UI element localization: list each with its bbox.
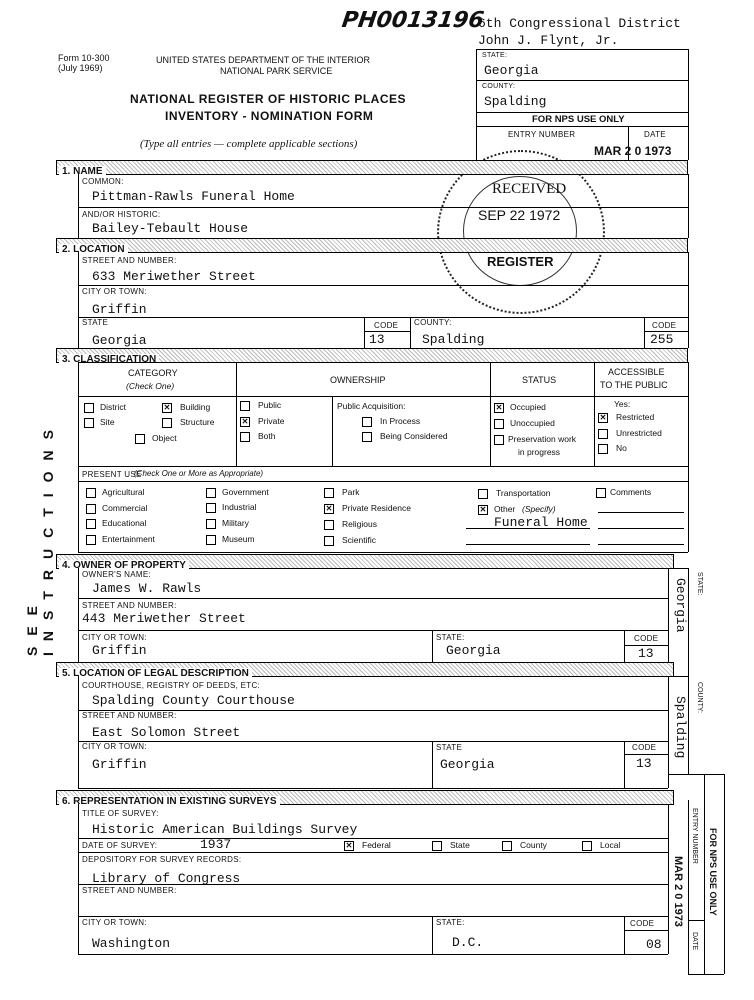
- transportation-option: Transportation: [496, 488, 551, 498]
- location-county-label: COUNTY:: [414, 318, 452, 327]
- other-use-value: Funeral Home: [494, 515, 588, 530]
- location-state-value: Georgia: [92, 333, 147, 348]
- museum-checkbox[interactable]: [206, 535, 216, 545]
- survey-state-label: STATE:: [436, 918, 465, 927]
- stamped-date: MAR 2 0 1973: [594, 144, 672, 158]
- handwritten-id: PH0013196: [340, 8, 486, 33]
- religious-option: Religious: [342, 519, 377, 529]
- private-residence-checkbox[interactable]: ✕: [325, 504, 333, 513]
- survey-state-value: D.C.: [452, 935, 484, 950]
- margin-county-value: Spalding: [673, 696, 688, 759]
- margin-county-label: COUNTY:: [696, 682, 703, 714]
- form-date: (July 1969): [58, 63, 103, 73]
- service-name: NATIONAL PARK SERVICE: [220, 66, 333, 76]
- state-survey-option: State: [450, 840, 470, 850]
- unrestricted-option: Unrestricted: [616, 428, 662, 438]
- no-checkbox[interactable]: [598, 444, 608, 454]
- industrial-checkbox[interactable]: [206, 503, 216, 513]
- state-box-state-label: STATE:: [482, 52, 508, 59]
- district-checkbox[interactable]: [84, 403, 94, 413]
- location-city-label: CITY OR TOWN:: [82, 287, 147, 296]
- depository-value: Library of Congress: [92, 871, 241, 886]
- courthouse-value: Spalding County Courthouse: [92, 693, 295, 708]
- category-header: CATEGORY: [128, 368, 178, 378]
- owner-street-label: STREET AND NUMBER:: [82, 601, 177, 610]
- both-checkbox[interactable]: [240, 432, 250, 442]
- representative: John J. Flynt, Jr.: [478, 33, 619, 48]
- structure-checkbox[interactable]: [162, 418, 172, 428]
- owner-name-label: OWNER'S NAME:: [82, 570, 151, 579]
- survey-code-value: 08: [646, 937, 662, 952]
- see-instructions-side-text: SEE INSTRUCTIONS: [24, 419, 56, 656]
- congressional-district: 6th Congressional District: [478, 16, 681, 31]
- instructions-note: (Type all entries — complete applicable sections): [140, 138, 358, 150]
- building-option: Building: [180, 402, 211, 412]
- state-survey-checkbox[interactable]: [432, 841, 442, 851]
- unrestricted-checkbox[interactable]: [598, 429, 608, 439]
- government-option: Government: [222, 487, 269, 497]
- preservation-checkbox[interactable]: [494, 435, 504, 445]
- educational-option: Educational: [102, 518, 147, 528]
- museum-option: Museum: [222, 534, 255, 544]
- location-county-value: Spalding: [422, 332, 485, 347]
- form-title-line2: INVENTORY - NOMINATION FORM: [165, 109, 374, 123]
- department-name: UNITED STATES DEPARTMENT OF THE INTERIOR: [156, 55, 371, 65]
- ownership-header: OWNERSHIP: [330, 375, 386, 385]
- occupied-checkbox[interactable]: ✕: [495, 403, 503, 412]
- legal-code-label: CODE: [632, 743, 657, 752]
- depository-label: DEPOSITORY FOR SURVEY RECORDS:: [82, 855, 242, 864]
- local-survey-checkbox[interactable]: [582, 841, 592, 851]
- section-6-header: 6. REPRESENTATION IN EXISTING SURVEYS: [56, 790, 674, 805]
- yes-label: Yes:: [614, 399, 631, 409]
- location-state-code-label: CODE: [374, 321, 399, 330]
- park-checkbox[interactable]: [324, 488, 334, 498]
- nps-use-only-label: FOR NPS USE ONLY: [532, 114, 625, 125]
- form-title-line1: NATIONAL REGISTER OF HISTORIC PLACES: [130, 92, 407, 106]
- survey-city-value: Washington: [92, 936, 171, 951]
- local-survey-option: Local: [600, 840, 621, 850]
- date-label: DATE: [644, 130, 666, 139]
- unoccupied-checkbox[interactable]: [494, 419, 504, 429]
- agricultural-checkbox[interactable]: [86, 488, 96, 498]
- military-option: Military: [222, 518, 249, 528]
- unoccupied-option: Unoccupied: [510, 418, 555, 428]
- legal-city-value: Griffin: [92, 757, 147, 772]
- no-option: No: [616, 443, 627, 453]
- legal-state-value: Georgia: [440, 757, 495, 772]
- location-state-label: STATE: [82, 318, 109, 327]
- common-name-value: Pittman-Rawls Funeral Home: [92, 189, 295, 204]
- government-checkbox[interactable]: [206, 488, 216, 498]
- margin-state-label: STATE:: [696, 572, 703, 596]
- form-number: Form 10-300: [58, 53, 110, 63]
- federal-option: Federal: [362, 840, 391, 850]
- historic-name-label: AND/OR HISTORIC:: [82, 210, 161, 219]
- location-county-code: 255: [650, 332, 674, 347]
- survey-title-value: Historic American Buildings Survey: [92, 822, 358, 837]
- state-box-county-label: COUNTY:: [482, 83, 516, 90]
- other-option: Other: [494, 504, 516, 514]
- private-checkbox[interactable]: ✕: [241, 417, 249, 426]
- legal-state-label: STATE: [436, 743, 463, 752]
- location-county-code-label: CODE: [652, 321, 677, 330]
- owner-name-value: James W. Rawls: [92, 581, 202, 596]
- state-box-state-value: Georgia: [484, 63, 539, 78]
- commercial-option: Commercial: [102, 503, 148, 513]
- stamp-received: RECEIVED: [492, 181, 567, 197]
- restricted-checkbox[interactable]: ✕: [599, 413, 607, 422]
- transportation-checkbox[interactable]: [478, 489, 488, 499]
- location-street-value: 633 Meriwether Street: [92, 269, 256, 284]
- courthouse-label: COURTHOUSE, REGISTRY OF DEEDS, ETC:: [82, 681, 261, 690]
- site-checkbox[interactable]: [84, 418, 94, 428]
- public-acquisition-label: Public Acquisition:: [337, 401, 406, 411]
- accessible-header: ACCESSIBLE: [608, 367, 665, 377]
- check-one-note: (Check One): [126, 381, 175, 391]
- restricted-option: Restricted: [616, 412, 655, 422]
- preservation-option: Preservation work: [508, 434, 577, 444]
- survey-date-label: DATE OF SURVEY:: [82, 841, 158, 850]
- legal-street-label: STREET AND NUMBER:: [82, 711, 177, 720]
- survey-date-value: 1937: [200, 837, 232, 852]
- agricultural-option: Agricultural: [102, 487, 145, 497]
- legal-code-value: 13: [636, 756, 652, 771]
- owner-street-value: 443 Meriwether Street: [82, 611, 246, 626]
- stamp-org2: REGISTER: [487, 254, 554, 269]
- margin-date-label: DATE: [691, 932, 698, 951]
- federal-checkbox[interactable]: ✕: [345, 841, 353, 850]
- county-survey-option: County: [520, 840, 547, 850]
- common-name-label: COMMON:: [82, 177, 124, 186]
- both-option: Both: [258, 431, 276, 441]
- owner-code-label: CODE: [634, 634, 659, 643]
- in-process-option: In Process: [380, 416, 421, 426]
- section-4-header: 4. OWNER OF PROPERTY: [56, 554, 674, 569]
- present-use-hint: (Check One or More as Appropriate): [134, 469, 264, 478]
- survey-code-label: CODE: [630, 919, 655, 928]
- structure-option: Structure: [180, 417, 215, 427]
- public-checkbox[interactable]: [240, 401, 250, 411]
- owner-code-value: 13: [638, 646, 654, 661]
- stamp-date: SEP 22 1972: [478, 207, 561, 223]
- religious-checkbox[interactable]: [324, 520, 334, 530]
- public-option: Public: [258, 400, 282, 410]
- comments-checkbox[interactable]: [596, 488, 606, 498]
- location-city-value: Griffin: [92, 302, 147, 317]
- location-state-code: 13: [369, 332, 385, 347]
- building-checkbox[interactable]: ✕: [163, 403, 171, 412]
- section-1-header: 1. NAME: [56, 160, 688, 175]
- object-checkbox[interactable]: [135, 434, 145, 444]
- private-option: Private: [258, 416, 285, 426]
- specify-hint: (Specify): [522, 504, 556, 514]
- private-residence-option: Private Residence: [342, 503, 411, 513]
- county-survey-checkbox[interactable]: [502, 841, 512, 851]
- in-progress-option: in progress: [518, 447, 561, 457]
- section-2-header: 2. LOCATION: [56, 238, 688, 253]
- educational-checkbox[interactable]: [86, 519, 96, 529]
- survey-title-label: TITLE OF SURVEY:: [82, 809, 159, 818]
- status-header: STATUS: [522, 375, 557, 385]
- location-street-label: STREET AND NUMBER:: [82, 256, 177, 265]
- occupied-option: Occupied: [510, 402, 546, 412]
- scientific-checkbox[interactable]: [324, 536, 334, 546]
- entertainment-checkbox[interactable]: [86, 535, 96, 545]
- to-public-header: TO THE PUBLIC: [600, 380, 668, 390]
- legal-street-value: East Solomon Street: [92, 725, 241, 740]
- margin-state-value: Georgia: [673, 578, 688, 633]
- scientific-option: Scientific: [342, 535, 377, 545]
- owner-city-label: CITY OR TOWN:: [82, 633, 147, 642]
- entry-number-label: ENTRY NUMBER: [508, 130, 576, 139]
- margin-entry-label: ENTRY NUMBER: [691, 808, 698, 864]
- section-5-header: 5. LOCATION OF LEGAL DESCRIPTION: [56, 662, 674, 677]
- survey-city-label: CITY OR TOWN:: [82, 918, 147, 927]
- comments-option: Comments: [610, 487, 652, 497]
- being-considered-checkbox[interactable]: [362, 432, 372, 442]
- legal-city-label: CITY OR TOWN:: [82, 742, 147, 751]
- survey-street-label: STREET AND NUMBER:: [82, 886, 177, 895]
- section-3-header: 3. CLASSIFICATION: [56, 348, 688, 363]
- margin-handwritten-date: MAR 2 0 1973: [672, 856, 684, 927]
- industrial-option: Industrial: [222, 502, 257, 512]
- owner-state-value: Georgia: [446, 643, 501, 658]
- commercial-checkbox[interactable]: [86, 504, 96, 514]
- being-considered-option: Being Considered: [380, 431, 448, 441]
- state-box-county-value: Spalding: [484, 94, 547, 109]
- present-use-label: PRESENT USE: [82, 470, 142, 479]
- entertainment-option: Entertainment: [102, 534, 155, 544]
- site-option: Site: [100, 417, 115, 427]
- margin-nps-label: FOR NPS USE ONLY: [708, 828, 718, 916]
- other-checkbox[interactable]: ✕: [479, 505, 487, 514]
- military-checkbox[interactable]: [206, 519, 216, 529]
- owner-city-value: Griffin: [92, 643, 147, 658]
- historic-name-value: Bailey-Tebault House: [92, 221, 249, 236]
- object-option: Object: [152, 433, 177, 443]
- park-option: Park: [342, 487, 360, 497]
- in-process-checkbox[interactable]: [362, 417, 372, 427]
- owner-state-label: STATE:: [436, 633, 465, 642]
- district-option: District: [100, 402, 126, 412]
